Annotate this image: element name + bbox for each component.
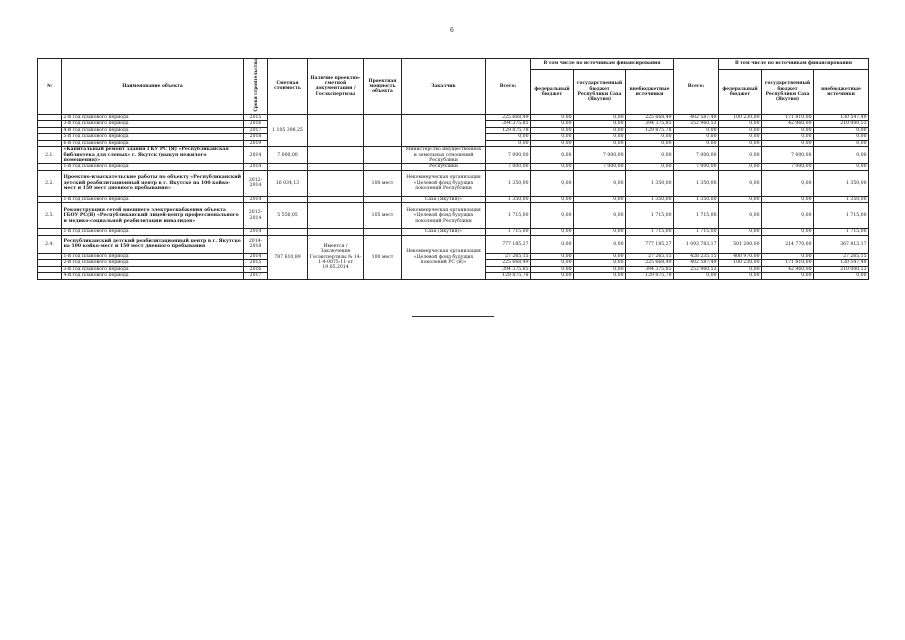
row-cost: 5 556,05 xyxy=(268,203,308,229)
row-term: 2016 xyxy=(244,266,268,273)
cell-federal-1: 0,00 xyxy=(531,273,574,280)
cell-total-1: 0,00 xyxy=(486,140,531,147)
cell-state-1: 0,00 xyxy=(574,121,626,128)
cell-total-2: 402 587,49 xyxy=(674,114,719,121)
cell-offbudget-2: 1 350,00 xyxy=(814,196,869,203)
cell-state-2: 0,00 xyxy=(762,196,814,203)
cell-total-1: 129 875,78 xyxy=(486,127,531,134)
cell-federal-1: 0,00 xyxy=(531,266,574,273)
cell-total-2: 402 587,49 xyxy=(674,260,719,267)
row-term: 2015 xyxy=(244,260,268,267)
cell-total-2: 252 960,53 xyxy=(674,266,719,273)
cell-state-2: 0,00 xyxy=(762,140,814,147)
group-header-1: В том числе по источникам финансирования xyxy=(531,59,674,70)
cell-total-2: 0,00 xyxy=(674,140,719,147)
cell-federal-2: 0,00 xyxy=(719,229,762,236)
col-customer-header: Заказчик xyxy=(402,59,486,115)
cell-federal-2: 0,00 xyxy=(719,273,762,280)
cell-state-2: 0,00 xyxy=(762,273,814,280)
row-number: 2.3. xyxy=(38,203,62,229)
cell-federal-1: 0,00 xyxy=(531,170,574,196)
row-number: 2.1. xyxy=(38,147,62,164)
cell-state-1: 0,00 xyxy=(574,114,626,121)
cell-total-1: 225 668,49 xyxy=(486,114,531,121)
cell-total-2: 7 000,00 xyxy=(674,147,719,164)
cell-offbudget-1: 1 715,00 xyxy=(626,229,674,236)
cell-offbudget-2: 1 350,00 xyxy=(814,170,869,196)
cell-state-2: 0,00 xyxy=(762,229,814,236)
row-cost: 7 000,00 xyxy=(268,147,308,164)
row-term: 2014 xyxy=(244,196,268,203)
cell-state-2: 0,00 xyxy=(762,127,814,134)
cell-offbudget-2: 210 000,53 xyxy=(814,121,869,128)
col-total-header-2: Всего: xyxy=(674,59,719,115)
col-no-header: № xyxy=(38,59,62,115)
row-name: 1-й год планового периода xyxy=(62,253,244,260)
cell-offbudget-1: 0,00 xyxy=(626,140,674,147)
financing-table xyxy=(37,58,869,280)
cell-state-2: 42 960,00 xyxy=(762,266,814,273)
cell-state-1: 0,00 xyxy=(574,196,626,203)
group-header-2: В том числе по источникам финансирования xyxy=(719,59,869,70)
row-name: 4-й год планового периода xyxy=(62,273,244,280)
row-number: 2.4. xyxy=(38,235,62,253)
cell-offbudget-1: 0,00 xyxy=(626,147,674,164)
cell-total-2: 0,00 xyxy=(674,273,719,280)
cell-state-1: 0,00 xyxy=(574,253,626,260)
cell-federal-2: 0,00 xyxy=(719,147,762,164)
cell-state-2: 42 960,00 xyxy=(762,121,814,128)
cell-total-1: 1 350,00 xyxy=(486,170,531,196)
cell-state-1: 7 000,00 xyxy=(574,164,626,171)
cell-offbudget-2: 0,00 xyxy=(814,147,869,164)
row-capacity: 100 мест xyxy=(364,235,402,279)
cell-offbudget-2: 130 547,49 xyxy=(814,260,869,267)
cell-offbudget-1: 394 375,85 xyxy=(626,266,674,273)
col-term-header: Сроки строительства xyxy=(244,59,268,115)
col-state-header-1: государственный бюджет Республики Саха (Якутия) xyxy=(574,70,626,115)
row-customer: Республики xyxy=(402,164,486,171)
row-term: 2012-2014 xyxy=(244,170,268,196)
cell-offbudget-2: 0,00 xyxy=(814,140,869,147)
row-term: 2017 xyxy=(244,127,268,134)
cell-offbudget-1: 129 875,78 xyxy=(626,273,674,280)
row-customer: Саха (Якутия)» xyxy=(402,196,486,203)
cell-state-2: 7 000,00 xyxy=(762,147,814,164)
cell-state-2: 7 000,00 xyxy=(762,164,814,171)
row-name: Республиканский детский реабилитационный центр в г. Якутске на 100 койко-мест и 150 мест дневного пребывания xyxy=(62,235,244,253)
cell-total-2: 1 093 783,17 xyxy=(674,235,719,253)
table-row xyxy=(38,235,869,253)
row-name: 1-й год планового периода xyxy=(62,196,244,203)
table-row xyxy=(38,170,869,196)
cell-federal-1: 0,00 xyxy=(531,164,574,171)
col-docs-header: Наличие проектно-сметной документации / Госэкспертизы xyxy=(308,59,364,115)
cell-total-2: 252 960,53 xyxy=(674,121,719,128)
cell-total-1: 225 668,49 xyxy=(486,260,531,267)
cell-state-1: 0,00 xyxy=(574,235,626,253)
cell-state-1: 0,00 xyxy=(574,273,626,280)
cell-federal-1: 0,00 xyxy=(531,121,574,128)
cell-offbudget-1: 777 185,27 xyxy=(626,235,674,253)
row-term: 2013-2014 xyxy=(244,203,268,229)
cell-total-1: 394 375,85 xyxy=(486,266,531,273)
cell-state-1: 0,00 xyxy=(574,170,626,196)
cell-offbudget-2: 27 265,15 xyxy=(814,253,869,260)
cell-total-2: 428 235,15 xyxy=(674,253,719,260)
row-term: 2014-2018 xyxy=(244,235,268,253)
row-cost: 1 105 398,25 xyxy=(268,114,308,147)
row-name: 1-й год планового периода xyxy=(62,229,244,236)
row-name: 3-й год планового периода xyxy=(62,121,244,128)
row-term: 2014 xyxy=(244,253,268,260)
cell-offbudget-1: 225 668,49 xyxy=(626,260,674,267)
cell-federal-1: 0,00 xyxy=(531,260,574,267)
cell-federal-1: 0,00 xyxy=(531,140,574,147)
cell-federal-2: 0,00 xyxy=(719,140,762,147)
cell-offbudget-2: 0,00 xyxy=(814,127,869,134)
cell-federal-1: 0,00 xyxy=(531,229,574,236)
cell-offbudget-2: 0,00 xyxy=(814,134,869,141)
cell-total-1: 7 000,00 xyxy=(486,147,531,164)
col-cost-header: Сметная стоимость xyxy=(268,59,308,115)
cell-total-1: 777 185,27 xyxy=(486,235,531,253)
row-term: 2014 xyxy=(244,164,268,171)
cell-offbudget-1: 394 375,85 xyxy=(626,121,674,128)
cell-total-2: 1 715,00 xyxy=(674,203,719,229)
col-offbudget-header-1: внебюджетные источники xyxy=(626,70,674,115)
cell-state-2: 214 770,00 xyxy=(762,235,814,253)
row-name: Проектно-изыскательские работы по объекту «Республиканский детский реабилитационный центр в г. Якутске на 100 койко-мест и 150 мест дневного пребывания» xyxy=(62,170,244,196)
table-row xyxy=(38,147,869,164)
cell-state-2: 0,00 xyxy=(762,170,814,196)
row-term: 2017 xyxy=(244,273,268,280)
row-term: 2019 xyxy=(244,140,268,147)
table-row xyxy=(38,203,869,229)
row-number: 2.2. xyxy=(38,170,62,196)
cell-federal-1: 0,00 xyxy=(531,253,574,260)
cell-federal-2: 0,00 xyxy=(719,170,762,196)
cell-offbudget-1: 1 715,00 xyxy=(626,203,674,229)
cell-offbudget-2: 367 813,17 xyxy=(814,235,869,253)
cell-federal-2: 501 200,00 xyxy=(719,235,762,253)
cell-state-2: 171 810,00 xyxy=(762,114,814,121)
cell-total-2: 1 715,00 xyxy=(674,229,719,236)
row-capacity: 105 мест xyxy=(364,203,402,229)
row-name: 5-й год планового периода xyxy=(62,134,244,141)
cell-state-2: 0,00 xyxy=(762,253,814,260)
cell-total-2: 7 000,00 xyxy=(674,164,719,171)
col-state-header-2: государственный бюджет Республики Саха (Якутия) xyxy=(762,70,814,115)
cell-state-1: 0,00 xyxy=(574,134,626,141)
cell-federal-2: 100 230,00 xyxy=(719,114,762,121)
row-name: «Капитальный ремонт здания ГКУ РС (Я) «Республиканская библиотека для слепых» г. Якутск (выкуп нежилого помещения)» xyxy=(62,147,244,164)
cell-state-2: 0,00 xyxy=(762,134,814,141)
cell-offbudget-1: 225 668,49 xyxy=(626,114,674,121)
cell-state-1: 0,00 xyxy=(574,266,626,273)
cell-federal-2: 0,00 xyxy=(719,266,762,273)
col-offbudget-header-2: внебюджетные источники xyxy=(814,70,869,115)
row-customer: Саха (Якутия)» xyxy=(402,229,486,236)
cell-federal-2: 100 230,00 xyxy=(719,260,762,267)
row-cost: 16 034,13 xyxy=(268,170,308,196)
row-cost: 787 610,89 xyxy=(268,235,308,279)
cell-state-1: 7 000,00 xyxy=(574,147,626,164)
row-customer: Некоммерческая организация «Целевой фонд будущих поколений РС (Я)» xyxy=(402,235,486,279)
cell-offbudget-1: 27 265,15 xyxy=(626,253,674,260)
cell-offbudget-2: 1 715,00 xyxy=(814,203,869,229)
cell-state-1: 0,00 xyxy=(574,260,626,267)
cell-federal-2: 0,00 xyxy=(719,134,762,141)
cell-total-2: 0,00 xyxy=(674,127,719,134)
cell-federal-1: 0,00 xyxy=(531,114,574,121)
cell-state-1: 0,00 xyxy=(574,127,626,134)
page-number: 6 xyxy=(450,27,454,34)
row-customer: Некоммерческая организация «Целевой фонд будущих поколений Республики xyxy=(402,203,486,229)
row-customer: Министерство имущественных и земельных отношений Республики xyxy=(402,147,486,164)
row-term: 2016 xyxy=(244,121,268,128)
cell-offbudget-1: 1 350,00 xyxy=(626,196,674,203)
cell-total-1: 394 375,85 xyxy=(486,121,531,128)
col-name-header: Наименование объекта xyxy=(62,59,244,115)
cell-total-1: 0,00 xyxy=(486,134,531,141)
cell-offbudget-2: 0,00 xyxy=(814,273,869,280)
cell-federal-1: 0,00 xyxy=(531,127,574,134)
cell-federal-1: 0,00 xyxy=(531,134,574,141)
cell-federal-1: 0,00 xyxy=(531,196,574,203)
cell-total-1: 27 265,15 xyxy=(486,253,531,260)
cell-state-1: 0,00 xyxy=(574,140,626,147)
cell-total-1: 1 350,00 xyxy=(486,196,531,203)
row-docs: Имеется / Заключение Госэкспертизы № 14-1-4-0075-11 от 19.05.2014 xyxy=(308,235,364,279)
footer-divider xyxy=(412,316,494,317)
cell-total-1: 129 875,78 xyxy=(486,273,531,280)
header-row-1 xyxy=(38,59,869,70)
row-name: Реконструкция сетей внешнего электроснабжения объекта ГБОУ РС(Я) «Республиканский лицей-центр профессионального и медико-социальной реабилитации инвалидов» xyxy=(62,203,244,229)
cell-total-1: 1 715,00 xyxy=(486,203,531,229)
cell-federal-2: 0,00 xyxy=(719,121,762,128)
cell-total-2: 1 350,00 xyxy=(674,170,719,196)
row-capacity: 100 мест xyxy=(364,170,402,196)
cell-state-1: 0,00 xyxy=(574,203,626,229)
cell-total-1: 1 715,00 xyxy=(486,229,531,236)
cell-offbudget-1: 0,00 xyxy=(626,134,674,141)
row-name: 3-й год планового периода xyxy=(62,266,244,273)
row-name: 2-й год планового периода xyxy=(62,260,244,267)
cell-total-2: 0,00 xyxy=(674,134,719,141)
cell-total-2: 1 350,00 xyxy=(674,196,719,203)
row-name: 1-й год планового периода xyxy=(62,164,244,171)
cell-federal-1: 0,00 xyxy=(531,203,574,229)
row-name: 2-й год планового периода xyxy=(62,114,244,121)
row-customer: Некоммерческая организация «Целевой фонд будущих поколений Республики xyxy=(402,170,486,196)
cell-offbudget-1: 1 350,00 xyxy=(626,170,674,196)
cell-federal-1: 0,00 xyxy=(531,235,574,253)
cell-federal-2: 400 970,00 xyxy=(719,253,762,260)
cell-offbudget-2: 130 547,49 xyxy=(814,114,869,121)
row-name: 6-й год планового периода xyxy=(62,140,244,147)
cell-federal-1: 0,00 xyxy=(531,147,574,164)
cell-federal-2: 0,00 xyxy=(719,164,762,171)
cell-offbudget-2: 1 715,00 xyxy=(814,229,869,236)
cell-state-2: 171 810,00 xyxy=(762,260,814,267)
col-federal-header-1: федеральный бюджет xyxy=(531,70,574,115)
cell-offbudget-2: 210 000,53 xyxy=(814,266,869,273)
cell-state-2: 0,00 xyxy=(762,203,814,229)
row-term: 2014 xyxy=(244,229,268,236)
cell-federal-2: 0,00 xyxy=(719,196,762,203)
cell-total-1: 7 000,00 xyxy=(486,164,531,171)
cell-state-1: 0,00 xyxy=(574,229,626,236)
cell-federal-2: 0,00 xyxy=(719,203,762,229)
row-term: 2018 xyxy=(244,134,268,141)
cell-federal-2: 0,00 xyxy=(719,127,762,134)
col-capacity-header: Проектная мощность объекта xyxy=(364,59,402,115)
cell-offbudget-1: 0,00 xyxy=(626,164,674,171)
cell-offbudget-2: 0,00 xyxy=(814,164,869,171)
row-name: 4-й год планового периода xyxy=(62,127,244,134)
col-federal-header-2: федеральный бюджет xyxy=(719,70,762,115)
row-term: 2014 xyxy=(244,147,268,164)
cell-offbudget-1: 129 875,78 xyxy=(626,127,674,134)
row-term: 2015 xyxy=(244,114,268,121)
col-total-header-1: Всего: xyxy=(486,59,531,115)
